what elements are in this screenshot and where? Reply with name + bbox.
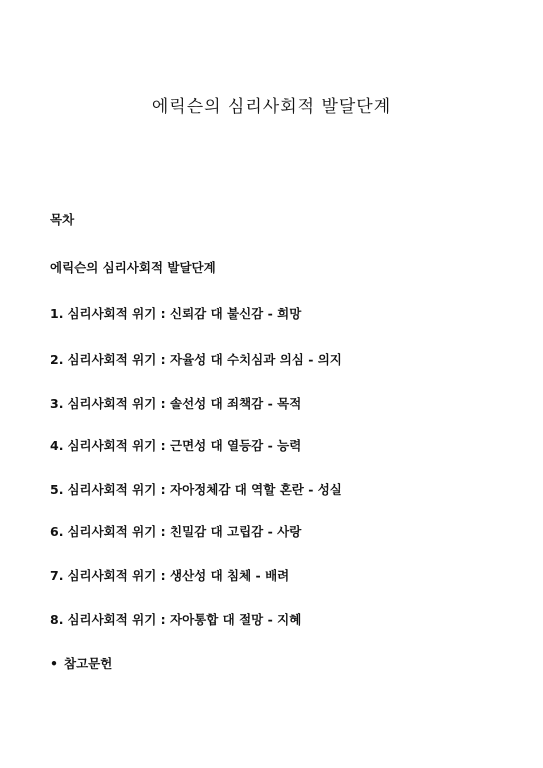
- toc-item-text: 심리사회적 위기 : 신뢰감 대 불신감 - 희망: [67, 306, 302, 321]
- toc-item-7: [50, 566, 289, 584]
- toc-item-2: [50, 350, 342, 368]
- toc-item-number: 4.: [50, 438, 64, 453]
- toc-item-number: 3.: [50, 396, 64, 411]
- toc-item-text: 심리사회적 위기 : 자아정체감 대 역할 혼란 - 성실: [67, 482, 342, 497]
- toc-item-text: 심리사회적 위기 : 생산성 대 침체 - 배려: [67, 568, 290, 583]
- toc-item-number: 8.: [50, 612, 64, 627]
- toc-item-text: 심리사회적 위기 : 친밀감 대 고립감 - 사랑: [67, 524, 302, 539]
- bullet-icon: •: [50, 656, 58, 671]
- toc-item-text: 심리사회적 위기 : 근면성 대 열등감 - 능력: [67, 438, 302, 453]
- toc-heading: 목차: [50, 212, 75, 227]
- toc-item-5: [50, 480, 342, 498]
- toc-references: [50, 654, 112, 672]
- toc-item-number: 2.: [50, 352, 64, 367]
- toc-subtitle: 에릭슨의 심리사회적 발달단계: [50, 260, 216, 275]
- toc-item-number: 7.: [50, 568, 64, 583]
- references-label: 참고문헌: [64, 656, 113, 671]
- toc-item-text: 심리사회적 위기 : 자아통합 대 절망 - 지혜: [67, 612, 302, 627]
- toc-item-6: [50, 522, 301, 540]
- toc-item-number: 1.: [50, 306, 64, 321]
- toc-item-8: [50, 610, 301, 628]
- document-title: 에릭슨의 심리사회적 발달단계: [151, 97, 392, 117]
- toc-item-text: 심리사회적 위기 : 솔선성 대 죄책감 - 목적: [67, 396, 302, 411]
- toc-item-number: 5.: [50, 482, 64, 497]
- toc-item-text: 심리사회적 위기 : 자율성 대 수치심과 의심 - 의지: [67, 352, 342, 367]
- toc-item-4: [50, 436, 301, 454]
- toc-item-number: 6.: [50, 524, 64, 539]
- toc-item-3: [50, 394, 301, 412]
- toc-item-1: [50, 304, 301, 322]
